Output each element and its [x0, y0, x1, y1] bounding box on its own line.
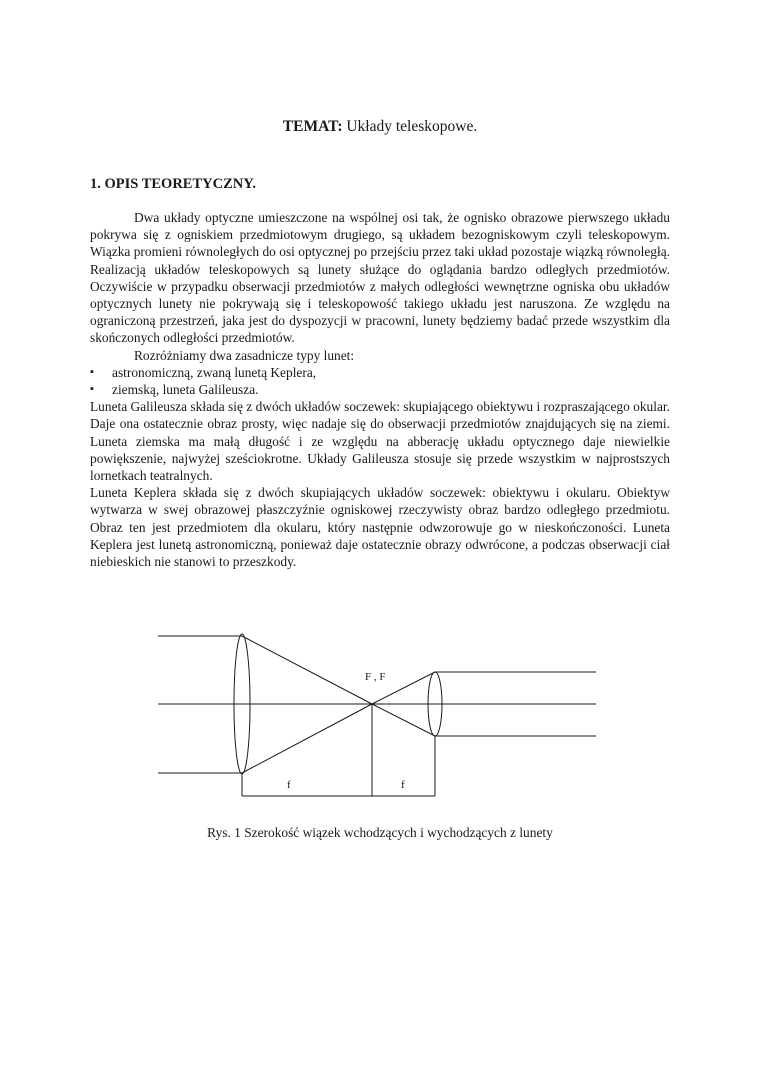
list-item: ▪ ziemską, luneta Galileusza.	[90, 381, 670, 398]
paragraph-kepler: Luneta Keplera składa się z dwóch skupiających układów soczewek: obiektywu i okularu. Obiektyw wytwarza w swej obrazowej płaszczyźnie ogniskowej rzeczywisty obraz bardzo odległego przedmiotu. Obraz ten jest przedmiotem dla okularu, który następnie odwzorowuje go w nieskończoności. Luneta Keplera jest lunetą astronomiczną, ponieważ daje ostatecznie obrazy odwrócone, a podczas obserwacji ciał niebieskich nie stanowi to przeszkody.	[90, 485, 670, 570]
body-text	[90, 209, 670, 570]
focus-label: F , F	[365, 671, 386, 683]
figure-caption-text: Rys. 1 Szerokość wiązek wchodzących i wychodzących z lunety	[207, 825, 553, 840]
title-prefix: TEMAT:	[282, 118, 343, 135]
page-title	[0, 118, 760, 136]
telescope-diagram	[150, 620, 610, 810]
converging-ray-bottom	[242, 704, 372, 773]
converging-ray-top	[242, 636, 372, 704]
paragraph-intro: Dwa układy optyczne umieszczone na wspólnej osi tak, że ognisko obrazowe pierwszego układu pokrywa się z ogniskiem przedmiotowym drugiego, są układem bezogniskowym czyli teleskopowym. Wiązka promieni równoległych do osi optycznej po przejściu przez taki układ pozostaje wiązką równoległą. Realizacją układów teleskopowych są lunety służące do oglądania bardzo odległych przedmiotów. Oczywiście w przypadku obserwacji przedmiotów z małych odległości wewnętrzne ogniska obu układów optycznych lunety nie pokrywają się i teleskopowość takiego układu jest naruszona. Ze względu na ograniczoną przestrzeń, jaka jest do dyspozycji w pracowni, lunety będziemy badać przede wszystkim dla skończonych odległości przedmiotów.	[90, 210, 670, 346]
title-text: Układy teleskopowe.	[346, 118, 478, 135]
figure-caption	[0, 825, 760, 841]
paragraph-galileo: Luneta Galileusza składa się z dwóch układów soczewek: skupiającego obiektywu i rozpraszającego okular. Daje ona ostatecznie obraz prosty, więc nadaje się do obserwacji przedmiotów znajdujących się na ziemi. Luneta ziemska ma małą długość i ze względu na abberację układu optycznego daje niewielkie powiększenie, najwyżej sześciokrotne. Układy Galileusza stosuje się przede wszystkim w najprostszych lornetkach teatralnych.	[90, 399, 670, 484]
paragraph-types: Rozróżniamy dwa zasadnicze typy lunet:	[134, 347, 355, 363]
section-heading: 1. OPIS TEORETYCZNY.	[90, 176, 256, 192]
focal-length-eyepiece-label: f	[401, 779, 405, 791]
telescope-types-list	[90, 364, 670, 398]
focal-length-objective-label: f	[287, 779, 291, 791]
list-item: ▪ astronomiczną, zwaną lunetą Keplera,	[90, 364, 670, 381]
diverging-ray-bottom	[372, 704, 435, 736]
